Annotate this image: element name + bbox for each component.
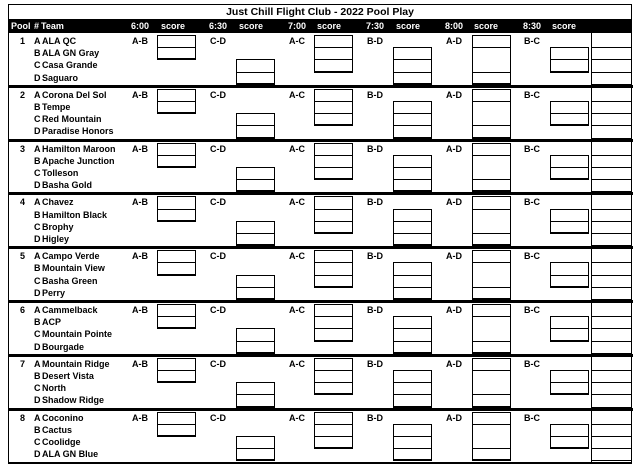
score-input-cell[interactable] — [472, 250, 511, 263]
matchup-label: B-D — [367, 412, 383, 423]
pool-number: 7 — [20, 358, 26, 369]
score-input-cell[interactable] — [472, 448, 511, 461]
pool-number: 3 — [20, 143, 26, 154]
score-input-cell[interactable] — [314, 113, 353, 126]
header-score-5: score — [474, 21, 499, 31]
pool-separator — [9, 85, 633, 88]
team-letter: D — [34, 180, 41, 191]
team-name: Shadow Ridge — [42, 395, 105, 406]
matchup-label: C-D — [210, 305, 226, 315]
score-input-cell[interactable] — [393, 47, 432, 60]
matchup-label: B-D — [367, 197, 383, 208]
team-letter: D — [34, 126, 41, 137]
matchup-label: A-C — [289, 89, 305, 100]
tally-row-line — [591, 59, 632, 60]
score-input-cell[interactable] — [314, 143, 353, 156]
matchup-label: B-C — [524, 412, 540, 423]
score-input-cell[interactable] — [157, 209, 196, 222]
matchup-label: C-D — [210, 197, 226, 208]
score-input-cell[interactable] — [314, 436, 353, 449]
score-input-cell[interactable] — [393, 125, 432, 138]
header-team: Team — [41, 21, 64, 31]
matchup-label: B-D — [367, 251, 383, 262]
score-input-cell[interactable] — [393, 72, 432, 85]
score-input-cell[interactable] — [236, 341, 275, 354]
score-input-cell[interactable] — [550, 424, 589, 437]
score-input-cell[interactable] — [550, 167, 589, 180]
matchup-label: A-C — [289, 358, 305, 369]
team-name: North — [42, 383, 66, 394]
score-input-cell[interactable] — [393, 448, 432, 461]
tally-row-line — [591, 47, 632, 48]
team-letter: A — [34, 197, 41, 208]
score-input-cell[interactable] — [236, 167, 275, 180]
team-name: Mountain Ridge — [42, 358, 110, 369]
team-letter: C — [34, 114, 41, 125]
tally-row-line — [591, 72, 632, 73]
score-input-cell[interactable] — [157, 370, 196, 383]
pool-number: 2 — [20, 89, 26, 100]
pool-separator — [9, 408, 633, 411]
score-input-cell[interactable] — [550, 59, 589, 72]
score-input-cell[interactable] — [393, 341, 432, 354]
pool-block — [8, 141, 632, 195]
pool-number: 4 — [20, 197, 26, 208]
matchup-label: B-C — [524, 36, 540, 46]
matchup-label: C-D — [210, 143, 226, 154]
team-letter: A — [34, 89, 41, 100]
matchup-label: C-D — [210, 251, 226, 262]
matchup-label: B-D — [367, 358, 383, 369]
score-input-cell[interactable] — [236, 436, 275, 449]
team-name: Higley — [42, 233, 70, 244]
team-letter: B — [34, 101, 41, 112]
score-input-cell[interactable] — [393, 424, 432, 437]
matchup-label: B-C — [524, 358, 540, 369]
tally-row-line — [591, 125, 632, 126]
pool-block — [8, 410, 632, 464]
matchup-label: A-C — [289, 251, 305, 262]
team-letter: C — [34, 275, 41, 286]
matchup-label: A-D — [446, 358, 462, 369]
pool-block — [8, 302, 632, 356]
header-pool: Pool — [11, 21, 31, 31]
header-score-4: score — [396, 21, 421, 31]
tally-row-line — [591, 394, 632, 395]
tally-row-line — [591, 460, 632, 461]
team-letter: D — [34, 449, 41, 460]
matchup-label: A-B — [132, 89, 148, 100]
score-input-cell[interactable] — [472, 341, 511, 354]
matchup-label: A-D — [446, 412, 462, 423]
tally-row-line — [591, 113, 632, 114]
score-input-cell[interactable] — [472, 287, 511, 300]
score-input-cell[interactable] — [550, 47, 589, 60]
team-letter: B — [34, 424, 41, 435]
score-input-cell[interactable] — [236, 328, 275, 341]
score-input-cell[interactable] — [393, 394, 432, 407]
team-name: Bourgade — [42, 341, 85, 352]
matchup-label: A-B — [132, 197, 148, 208]
pool-separator — [9, 192, 633, 195]
score-input-cell[interactable] — [472, 412, 511, 425]
team-letter: A — [34, 36, 41, 46]
matchup-label: A-B — [132, 251, 148, 262]
score-input-cell[interactable] — [472, 89, 511, 102]
score-input-cell[interactable] — [157, 316, 196, 329]
header-time-6: 8:30 — [523, 21, 542, 31]
score-input-cell[interactable] — [550, 262, 589, 275]
matchup-label: C-D — [210, 36, 226, 46]
score-input-cell[interactable] — [550, 370, 589, 383]
tally-row-line — [591, 179, 632, 180]
matchup-label: B-C — [524, 143, 540, 154]
score-input-cell[interactable] — [393, 179, 432, 192]
header-score-6: score — [552, 21, 577, 31]
score-input-cell[interactable] — [550, 209, 589, 222]
tally-row-line — [591, 155, 632, 156]
header-time-2: 6:30 — [209, 21, 228, 31]
team-letter: B — [34, 155, 41, 166]
pool-separator — [9, 246, 633, 249]
header-score-3: score — [317, 21, 342, 31]
team-letter: A — [34, 143, 41, 154]
score-input-cell[interactable] — [314, 89, 353, 102]
tally-row-line — [591, 221, 632, 222]
score-input-cell[interactable] — [157, 262, 196, 275]
team-name: Mountain View — [42, 263, 105, 274]
pool-number: 8 — [20, 412, 26, 423]
score-input-cell[interactable] — [472, 125, 511, 138]
matchup-label: A-B — [132, 305, 148, 315]
score-input-cell[interactable] — [314, 250, 353, 263]
team-name: ALA GN Blue — [42, 449, 99, 460]
score-input-cell[interactable] — [393, 262, 432, 275]
team-name: Casa Grande — [42, 60, 98, 71]
pool-play-sheet — [8, 4, 632, 464]
matchup-label: A-B — [132, 358, 148, 369]
score-input-cell[interactable] — [550, 221, 589, 234]
team-letter: A — [34, 251, 41, 262]
score-input-cell[interactable] — [314, 59, 353, 72]
matchup-label: A-D — [446, 305, 462, 315]
score-input-cell[interactable] — [393, 155, 432, 168]
pool-block — [8, 33, 632, 87]
header-number: # — [34, 21, 40, 31]
matchup-label: A-B — [132, 143, 148, 154]
score-input-cell[interactable] — [236, 287, 275, 300]
score-input-cell[interactable] — [472, 72, 511, 85]
header-score-2: score — [239, 21, 264, 31]
score-input-cell[interactable] — [314, 221, 353, 234]
pool-number: 6 — [20, 305, 26, 315]
tally-row-line — [591, 370, 632, 371]
score-input-cell[interactable] — [550, 382, 589, 395]
team-name: Coconino — [42, 412, 84, 423]
team-name: ALA QC — [42, 36, 77, 46]
team-letter: C — [34, 383, 41, 394]
team-letter: D — [34, 72, 41, 83]
header-time-1: 6:00 — [131, 21, 150, 31]
matchup-label: C-D — [210, 89, 226, 100]
matchup-label: B-D — [367, 305, 383, 315]
score-input-cell[interactable] — [550, 155, 589, 168]
team-letter: D — [34, 341, 41, 352]
tally-row-line — [591, 316, 632, 317]
matchup-label: A-C — [289, 197, 305, 208]
score-input-cell[interactable] — [314, 196, 353, 209]
matchup-label: A-C — [289, 36, 305, 46]
matchup-label: A-C — [289, 143, 305, 154]
team-name: Coolidge — [42, 436, 81, 447]
team-letter: B — [34, 370, 41, 381]
team-letter: D — [34, 287, 41, 298]
score-input-cell[interactable] — [157, 424, 196, 437]
team-name: Tempe — [42, 101, 71, 112]
score-input-cell[interactable] — [393, 101, 432, 114]
score-input-cell[interactable] — [550, 113, 589, 126]
team-name: Saguaro — [42, 72, 79, 83]
team-name: ALA GN Gray — [42, 48, 100, 59]
score-input-cell[interactable] — [472, 35, 511, 48]
score-input-cell[interactable] — [550, 316, 589, 329]
pool-number: 1 — [20, 36, 26, 46]
pool-separator — [9, 354, 633, 357]
matchup-label: B-D — [367, 143, 383, 154]
header-time-3: 7:00 — [288, 21, 307, 31]
score-input-cell[interactable] — [472, 196, 511, 209]
score-input-cell[interactable] — [236, 179, 275, 192]
team-name: Cactus — [42, 424, 73, 435]
team-letter: C — [34, 167, 41, 178]
tally-row-line — [591, 209, 632, 210]
team-name: Brophy — [42, 221, 74, 232]
score-input-cell[interactable] — [236, 233, 275, 246]
team-name: Perry — [42, 287, 66, 298]
tally-row-line — [591, 328, 632, 329]
matchup-label: B-D — [367, 36, 383, 46]
sheet-bottom-border — [8, 462, 632, 464]
matchup-label: B-C — [524, 89, 540, 100]
score-input-cell[interactable] — [236, 448, 275, 461]
header-score-1: score — [161, 21, 186, 31]
team-letter: D — [34, 233, 41, 244]
tally-row-line — [591, 448, 632, 449]
team-name: Chavez — [42, 197, 74, 208]
matchup-label: A-D — [446, 197, 462, 208]
score-input-cell[interactable] — [472, 304, 511, 317]
header-time-5: 8:00 — [445, 21, 464, 31]
tally-row-line — [591, 101, 632, 102]
tally-row-line — [591, 436, 632, 437]
score-input-cell[interactable] — [236, 59, 275, 72]
matchup-label: B-C — [524, 197, 540, 208]
team-letter: C — [34, 221, 41, 232]
matchup-label: C-D — [210, 412, 226, 423]
matchup-label: B-C — [524, 251, 540, 262]
team-letter: B — [34, 209, 41, 220]
team-letter: C — [34, 60, 41, 71]
score-input-cell[interactable] — [157, 101, 196, 114]
team-letter: B — [34, 263, 41, 274]
matchup-label: A-B — [132, 36, 148, 46]
pool-block — [8, 356, 632, 410]
tally-row-line — [591, 167, 632, 168]
score-input-cell[interactable] — [314, 412, 353, 425]
team-name: Apache Junction — [42, 155, 115, 166]
team-name: Cammelback — [42, 305, 98, 315]
score-input-cell[interactable] — [236, 113, 275, 126]
team-letter: B — [34, 48, 41, 59]
score-input-cell[interactable] — [472, 233, 511, 246]
pool-block — [8, 194, 632, 248]
sheet-title: Just Chill Flight Club - 2022 Pool Play — [8, 4, 632, 19]
score-input-cell[interactable] — [314, 304, 353, 317]
tally-row-line — [591, 341, 632, 342]
matchup-label: A-B — [132, 412, 148, 423]
score-input-cell[interactable] — [393, 209, 432, 222]
matchup-label: C-D — [210, 358, 226, 369]
score-input-cell[interactable] — [472, 394, 511, 407]
team-name: ACP — [42, 317, 62, 328]
score-input-cell[interactable] — [236, 72, 275, 85]
score-input-cell[interactable] — [472, 358, 511, 371]
team-name: Basha Gold — [42, 180, 93, 191]
score-input-cell[interactable] — [393, 287, 432, 300]
score-input-cell[interactable] — [314, 358, 353, 371]
score-input-cell[interactable] — [314, 35, 353, 48]
team-name: Basha Green — [42, 275, 98, 286]
score-input-cell[interactable] — [314, 328, 353, 341]
score-input-cell[interactable] — [236, 221, 275, 234]
score-input-cell[interactable] — [236, 382, 275, 395]
pool-separator — [9, 139, 633, 142]
pool-block — [8, 87, 632, 141]
score-input-cell[interactable] — [550, 101, 589, 114]
team-name: Corona Del Sol — [42, 89, 107, 100]
pool-block — [8, 248, 632, 302]
score-input-cell[interactable] — [472, 143, 511, 156]
team-name: Hamilton Maroon — [42, 143, 116, 154]
team-letter: C — [34, 329, 41, 340]
team-name: Desert Vista — [42, 370, 94, 381]
team-letter: A — [34, 358, 41, 369]
tally-row-line — [591, 382, 632, 383]
team-letter: A — [34, 305, 41, 315]
team-name: Hamilton Black — [42, 209, 108, 220]
pool-separator — [9, 300, 633, 303]
team-name: Campo Verde — [42, 251, 100, 262]
tally-row-line — [591, 424, 632, 425]
header-time-4: 7:30 — [366, 21, 385, 31]
tally-row-line — [591, 287, 632, 288]
score-input-cell[interactable] — [393, 316, 432, 329]
score-input-cell[interactable] — [314, 275, 353, 288]
score-input-cell[interactable] — [314, 382, 353, 395]
score-input-cell[interactable] — [393, 370, 432, 383]
score-input-cell[interactable] — [550, 328, 589, 341]
matchup-label: A-C — [289, 305, 305, 315]
matchup-label: A-D — [446, 251, 462, 262]
score-input-cell[interactable] — [472, 179, 511, 192]
score-input-cell[interactable] — [550, 275, 589, 288]
team-name: Red Mountain — [42, 114, 102, 125]
score-input-cell[interactable] — [393, 233, 432, 246]
team-letter: C — [34, 436, 41, 447]
score-input-cell[interactable] — [236, 125, 275, 138]
matchup-label: B-D — [367, 89, 383, 100]
pool-number: 5 — [20, 251, 26, 262]
tally-row-line — [591, 233, 632, 234]
score-input-cell[interactable] — [314, 167, 353, 180]
matchup-label: A-D — [446, 89, 462, 100]
tally-row-line — [591, 275, 632, 276]
score-input-cell[interactable] — [236, 275, 275, 288]
team-name: Mountain Pointe — [42, 329, 112, 340]
team-letter: D — [34, 395, 41, 406]
score-input-cell[interactable] — [236, 394, 275, 407]
matchup-label: A-D — [446, 36, 462, 46]
team-letter: A — [34, 412, 41, 423]
score-input-cell[interactable] — [550, 436, 589, 449]
matchup-label: A-C — [289, 412, 305, 423]
score-input-cell[interactable] — [157, 47, 196, 60]
score-input-cell[interactable] — [157, 155, 196, 168]
matchup-label: B-C — [524, 305, 540, 315]
column-header-row — [8, 19, 632, 33]
team-name: Paradise Honors — [42, 126, 114, 137]
team-letter: B — [34, 317, 41, 328]
tally-row-line — [591, 262, 632, 263]
team-name: Tolleson — [42, 167, 79, 178]
matchup-label: A-D — [446, 143, 462, 154]
